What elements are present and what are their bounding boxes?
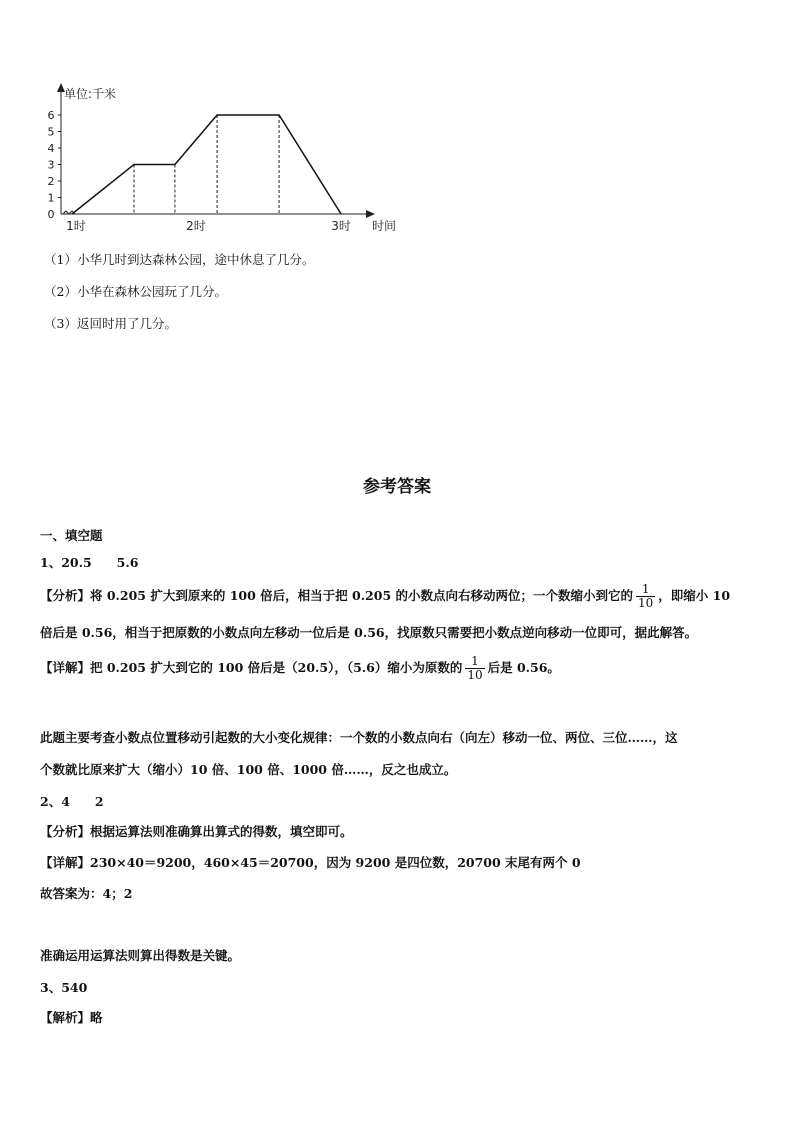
question-1: （1）小华几时到达森林公园，途中休息了几分。: [44, 252, 315, 267]
answer-1-head: 1、20.5 5.6: [40, 555, 139, 570]
answer-1-comment-cont: 个数就比原来扩大（缩小）10 倍、100 倍、1000 倍……，反之也成立。: [40, 762, 457, 777]
y-tick-label: 4: [47, 142, 55, 155]
x-axis-arrow: [366, 210, 375, 218]
fraction-numerator: 1: [636, 583, 655, 597]
fraction-one-tenth-2: [465, 655, 484, 682]
fraction-denominator-2: 10: [467, 668, 483, 682]
answer-1-analysis: [40, 578, 730, 614]
x-tick-label: 1时: [66, 219, 86, 233]
fraction-one-tenth: [636, 583, 655, 610]
answer-1-comment: 此题主要考查小数点位置移动引起数的大小变化规律：一个数的小数点向右（向左）移动一位、两位、三位……，这: [40, 730, 678, 745]
distance-time-chart: [30, 80, 420, 240]
y-tick-label: 1: [47, 191, 55, 205]
y-axis-label: 单位:千米: [64, 87, 117, 101]
fraction-denominator: 10: [638, 596, 654, 610]
analysis-1-text: 【分析】将 0.205 扩大到原来的 100 倍后，相当于把 0.205 的小数点向右移动两位；一个数缩小到它的: [40, 588, 633, 603]
distance-line: [72, 115, 341, 214]
answer-2-comment: 准确运用运算法则算出得数是关键。: [40, 948, 241, 963]
y-tick-label: 5: [47, 125, 55, 139]
question-2: （2）小华在森林公园玩了几分。: [44, 284, 227, 299]
answer-2-result: 故答案为：4；2: [40, 886, 133, 901]
x-tick-label: 3时: [331, 219, 351, 233]
fraction-numerator-2: 1: [465, 655, 484, 669]
analysis-1-tail: ，即缩小 10: [658, 588, 731, 603]
y-tick-label: 3: [47, 158, 55, 172]
answer-1-detail: [40, 650, 560, 686]
y-tick-label: 6: [47, 109, 55, 122]
y-ticks: [48, 109, 62, 221]
section-heading: 一、填空题: [40, 528, 103, 543]
y-tick-label: 2: [47, 175, 55, 188]
question-3: （3）返回时用了几分。: [44, 316, 177, 331]
answer-2-head: 2、4 2: [40, 794, 104, 809]
y-tick-label: 0: [47, 208, 55, 221]
answer-1-analysis-cont: 倍后是 0.56，相当于把原数的小数点向左移动一位后是 0.56，找原数只需要把小数点逆向移动一位即可，据此解答。: [40, 625, 698, 640]
answer-2-analysis: 【分析】根据运算法则准确算出算式的得数，填空即可。: [40, 824, 353, 839]
answers-title: 参考答案: [363, 477, 431, 497]
detail-1-text: 【详解】把 0.205 扩大到它的 100 倍后是（20.5），（5.6）缩小为原数的: [40, 660, 463, 675]
x-axis-label: 时间: [372, 219, 397, 233]
answer-3-head: 3、540: [40, 980, 88, 995]
x-tick-label: 2时: [186, 219, 206, 233]
x-ticks: [66, 218, 351, 233]
answer-2-detail: 【详解】230×40＝9200，460×45＝20700，因为 9200 是四位数，20700 末尾有两个 0: [40, 855, 581, 870]
answer-3-analysis: 【解析】略: [40, 1010, 103, 1025]
detail-1-tail: 后是 0.56。: [487, 660, 560, 675]
